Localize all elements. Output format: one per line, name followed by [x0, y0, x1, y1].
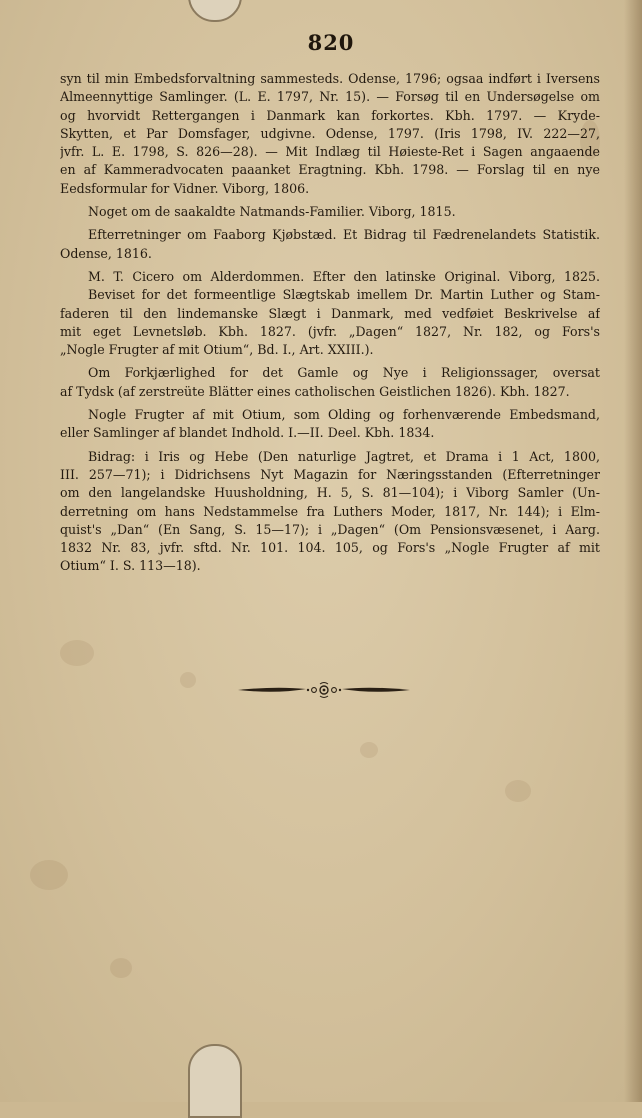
text-line: Noget om de saakaldte Natmands-Familier. Viborg, 1815.: [88, 204, 456, 220]
paper-stain: [30, 860, 68, 890]
text-line: derretning om hans Nedstammelse fra Luthers Moder, 1817, Nr. 144); i Elm-: [60, 503, 600, 519]
paragraph: [60, 226, 600, 263]
text-line: Bidrag: i Iris og Hebe (Den naturlige Jagtret, et Drama i 1 Act, 1800,: [88, 448, 600, 464]
text-line: Eedsformular for Vidner. Viborg, 1806.: [60, 180, 310, 196]
binding-hole-top: [188, 0, 242, 22]
page-edge-shadow: [624, 0, 642, 1102]
decorative-rule-ornament: [236, 681, 412, 699]
text-line: Om Forkjærlighed for det Gamle og Nye i Religionssager, oversat: [88, 365, 600, 381]
paragraph: [60, 268, 600, 359]
text-line: Almeennyttige Samlinger. (L. E. 1797, Nr. 15). — Forsøg til en Undersøgelse om: [60, 89, 600, 105]
text-line: syn til min Embedsforvaltning sammesteds. Odense, 1796; ogsaa indført i Iversens: [60, 71, 600, 86]
paragraph: [60, 70, 600, 198]
text-line: M. T. Cicero om Alderdommen. Efter den latinske Original. Viborg, 1825.: [88, 268, 600, 284]
text-line: Efterretninger om Faaborg Kjøbstæd. Et Bidrag til Fædrenelandets Statistik.: [88, 227, 600, 243]
text-line: og hvorvidt Rettergangen i Danmark kan forkortes. Kbh. 1797. — Kryde-: [60, 107, 600, 123]
text-line: en af Kammeradvocaten paaanket Eragtning. Kbh. 1798. — Forslag til en nye: [60, 162, 600, 178]
text-line: quist's „Dan“ (En Sang, S. 15—17); i „Dagen“ (Om Pensionsvæsenet, i Aarg.: [60, 521, 600, 537]
bibliography-text: [60, 70, 600, 576]
binding-hole-bottom: [188, 1044, 242, 1118]
text-line: faderen til den lindemanske Slægt i Danmark, med vedføiet Beskrivelse af: [60, 305, 600, 321]
page-number: 820: [307, 30, 355, 55]
text-line: Odense, 1816.: [60, 245, 152, 261]
text-line: „Nogle Frugter af mit Otium“, Bd. I., Art. XXIII.).: [60, 342, 374, 358]
paper-stain: [60, 640, 94, 666]
text-line: 1832 Nr. 83, jvfr. sftd. Nr. 101. 104. 105, og Fors's „Nogle Frugter af mit: [60, 540, 600, 556]
paper-stain: [360, 742, 378, 758]
text-line: Otium“ I. S. 113—18).: [60, 558, 201, 574]
paragraph: [60, 406, 600, 443]
paragraph: [60, 203, 600, 221]
text-line: eller Samlinger af blandet Indhold. I.—II. Deel. Kbh. 1834.: [60, 425, 435, 441]
text-line: Skytten, et Par Domsfager, udgivne. Odense, 1797. (Iris 1798, IV. 222—27,: [60, 125, 600, 141]
paper-stain: [505, 780, 531, 802]
paper-stain: [110, 958, 132, 978]
paragraph: [60, 364, 600, 401]
paper-stain: [180, 672, 196, 688]
text-line: Nogle Frugter af mit Otium, som Olding og forhenværende Embedsmand,: [88, 407, 600, 423]
text-line: om den langelandske Huusholdning, H. 5, S. 81—104); i Viborg Samler (Un-: [60, 485, 600, 501]
text-line: III. 257—71); i Didrichsens Nyt Magazin for Næringsstanden (Efterretninger: [60, 466, 600, 482]
text-line: mit eget Levnetsløb. Kbh. 1827. (jvfr. „Dagen“ 1827, Nr. 182, og Fors's: [60, 323, 600, 339]
text-line: af Tydsk (af zerstreüte Blätter eines catholischen Geistlichen 1826). Kbh. 1827.: [60, 383, 570, 399]
text-line: Beviset for det formeentlige Slægtskab imellem Dr. Martin Luther og Stam-: [88, 287, 600, 303]
text-line: jvfr. L. E. 1798, S. 826—28). — Mit Indlæg til Høieste-Ret i Sagen angaaende: [60, 144, 600, 160]
paragraph: [60, 448, 600, 576]
